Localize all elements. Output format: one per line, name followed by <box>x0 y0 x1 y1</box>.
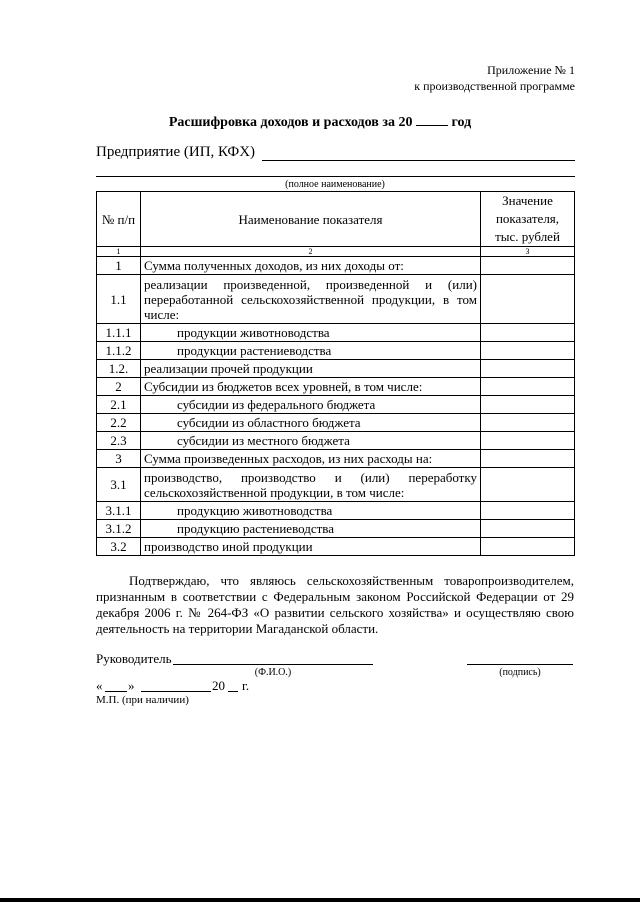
row-num: 2.3 <box>97 432 141 450</box>
row-value[interactable] <box>481 468 575 502</box>
date-year-prefix: 20 <box>212 678 225 693</box>
table-row <box>97 257 575 275</box>
table-row <box>97 360 575 378</box>
row-name: субсидии из федерального бюджета <box>141 396 481 414</box>
row-value[interactable] <box>481 450 575 468</box>
enterprise-caption: (полное наименование) <box>285 179 385 190</box>
fio-caption: (Ф.И.О.) <box>254 667 292 678</box>
title-suffix: год <box>451 115 472 130</box>
enterprise-name-line-2[interactable] <box>96 176 575 177</box>
row-value[interactable] <box>481 502 575 520</box>
enterprise-label: Предприятие (ИП, КФХ) <box>96 144 256 160</box>
signature-line[interactable] <box>467 664 573 665</box>
header-row <box>97 192 575 247</box>
year-blank[interactable] <box>416 111 448 126</box>
table-row <box>97 450 575 468</box>
column-index: 1 <box>97 247 141 257</box>
confirmation-text: Подтверждаю, что являюсь сельскохозяйственным товаропроизводителем, признанным в соответствии с Федеральным законом Российской Федерации от 29 декабря 2006 г. № 264-ФЗ «О развитии сельского хозяйства» и осуществляю свою деятельность на территории Магаданской области. <box>96 573 574 636</box>
date-open-quote: « <box>96 678 103 693</box>
row-value[interactable] <box>481 538 575 556</box>
date-month-blank[interactable] <box>141 691 211 692</box>
row-num: 2 <box>97 378 141 396</box>
table-row <box>97 396 575 414</box>
income-expense-table <box>96 191 575 556</box>
title-prefix: Расшифровка доходов и расходов за 20 <box>168 115 413 130</box>
row-num: 1.1 <box>97 275 141 324</box>
column-index: 2 <box>141 247 481 257</box>
date-year-blank[interactable] <box>228 691 238 692</box>
row-name: продукции животноводства <box>141 324 481 342</box>
row-name: Сумма полученных доходов, из них доходы от: <box>141 257 481 275</box>
row-value[interactable] <box>481 342 575 360</box>
column-index: 3 <box>481 247 575 257</box>
fio-line[interactable] <box>173 664 373 665</box>
row-num: 1.1.2 <box>97 342 141 360</box>
row-num: 2.1 <box>97 396 141 414</box>
table-row <box>97 432 575 450</box>
table-row <box>97 538 575 556</box>
row-name: реализации произведенной, произведенной и (или) переработанной сельскохозяйственной продукции, в том числе: <box>141 275 481 324</box>
table-row <box>97 414 575 432</box>
confirmation-paragraph <box>96 573 574 637</box>
table-row <box>97 520 575 538</box>
row-name: реализации прочей продукции <box>141 360 481 378</box>
row-name: продукции растениеводства <box>141 342 481 360</box>
row-num: 3 <box>97 450 141 468</box>
row-num: 3.1.1 <box>97 502 141 520</box>
row-value[interactable] <box>481 360 575 378</box>
row-num: 2.2 <box>97 414 141 432</box>
table-row <box>97 378 575 396</box>
header-num: № п/п <box>97 192 141 247</box>
row-value[interactable] <box>481 414 575 432</box>
row-value[interactable] <box>481 378 575 396</box>
row-num: 3.1.2 <box>97 520 141 538</box>
row-num: 1.2. <box>97 360 141 378</box>
row-name: Сумма произведенных расходов, из них расходы на: <box>141 450 481 468</box>
date-close-quote: » <box>128 678 135 693</box>
header-name: Наименование показателя <box>141 192 481 247</box>
row-name: Субсидии из бюджетов всех уровней, в том числе: <box>141 378 481 396</box>
table-row <box>97 502 575 520</box>
row-value[interactable] <box>481 520 575 538</box>
row-value[interactable] <box>481 275 575 324</box>
appendix-line-2: к производственной программе <box>414 79 575 93</box>
table-row <box>97 342 575 360</box>
date-row <box>96 678 336 694</box>
row-num: 3.2 <box>97 538 141 556</box>
document-title <box>0 111 640 131</box>
row-name: субсидии из областного бюджета <box>141 414 481 432</box>
row-name: продукцию животноводства <box>141 502 481 520</box>
table-row <box>97 468 575 502</box>
date-suffix: г. <box>242 678 250 693</box>
row-num: 3.1 <box>97 468 141 502</box>
row-name: субсидии из местного бюджета <box>141 432 481 450</box>
row-num: 1.1.1 <box>97 324 141 342</box>
head-label: Руководитель <box>96 651 172 666</box>
stamp-label: М.П. (при наличии) <box>96 694 189 706</box>
row-value[interactable] <box>481 324 575 342</box>
row-value[interactable] <box>481 257 575 275</box>
column-index-row <box>97 247 575 257</box>
row-name: производство иной продукции <box>141 538 481 556</box>
table-row <box>97 275 575 324</box>
row-value[interactable] <box>481 432 575 450</box>
appendix-line-1: Приложение № 1 <box>487 63 575 77</box>
signature-caption: (подпись) <box>499 667 541 678</box>
row-name: продукцию растениеводства <box>141 520 481 538</box>
row-num: 1 <box>97 257 141 275</box>
table-row <box>97 324 575 342</box>
header-value: Значение показателя, тыс. рублей <box>481 192 575 247</box>
row-name: производство, производство и (или) переработку сельскохозяйственной продукции, в том числе: <box>141 468 481 502</box>
date-day-blank[interactable] <box>105 691 127 692</box>
row-value[interactable] <box>481 396 575 414</box>
enterprise-name-line[interactable] <box>262 160 575 161</box>
scan-edge-rule <box>0 898 640 902</box>
